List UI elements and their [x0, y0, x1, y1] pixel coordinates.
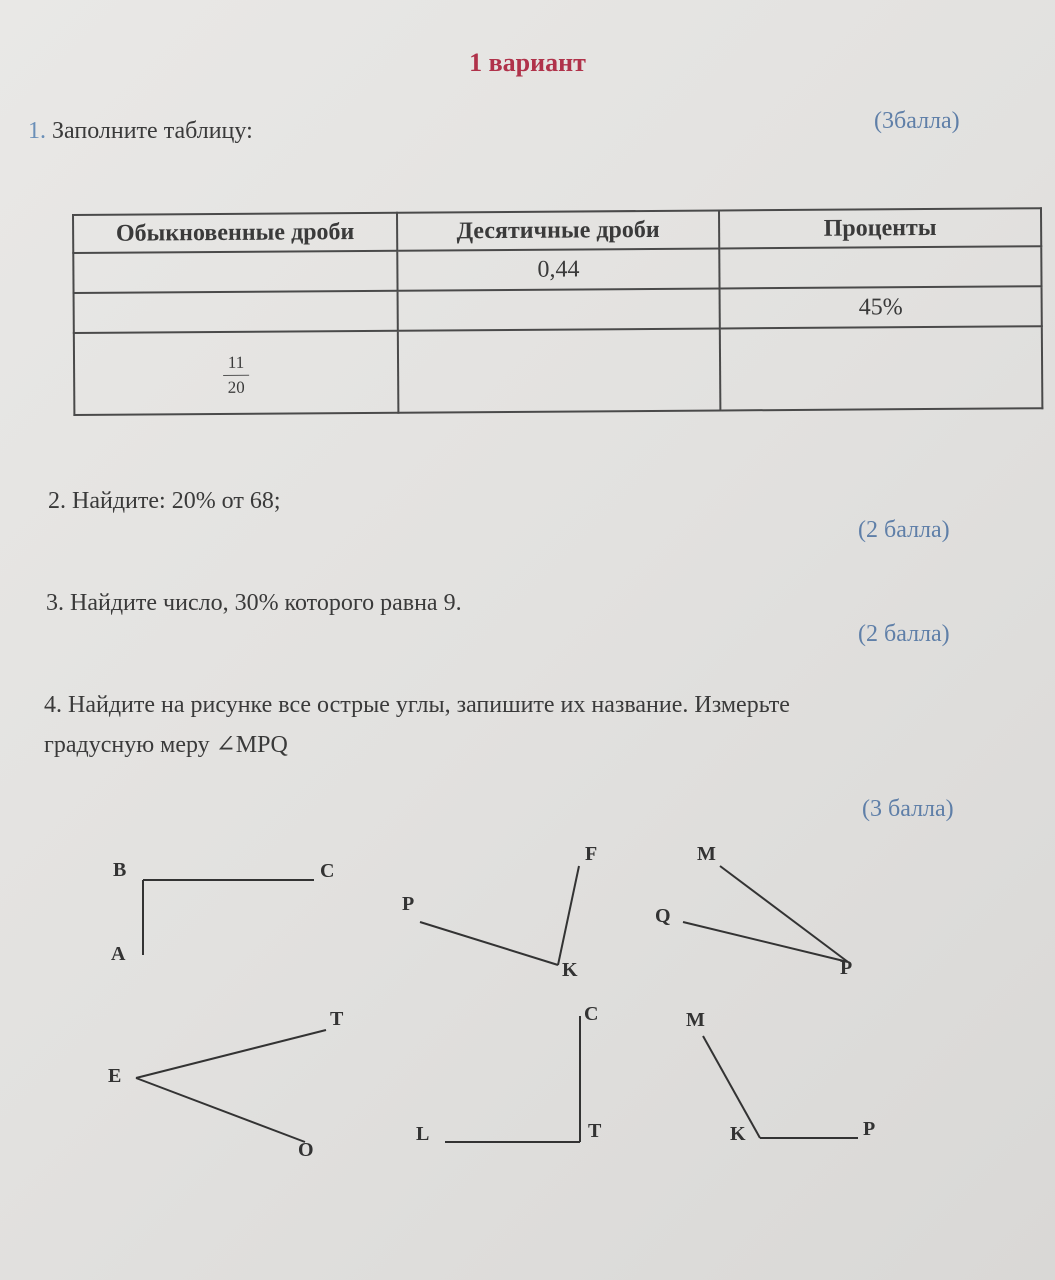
question-1-text: Заполните таблицу: [52, 118, 253, 144]
point-label: T [588, 1120, 602, 1142]
header-percents: Проценты [719, 208, 1041, 248]
angle-mkp [686, 1009, 875, 1145]
question-2-text: 2. Найдите: 20% от 68; [48, 488, 281, 514]
header-common-fractions: Обыкновенные дроби [73, 213, 397, 253]
point-label: M [686, 1009, 705, 1031]
question-1-points: (3балла) [874, 108, 960, 134]
point-label: P [863, 1118, 876, 1140]
angle-mpq [655, 843, 852, 979]
header-decimal-fractions: Десятичные дроби [397, 210, 719, 250]
point-label: Q [655, 905, 671, 927]
ray-kp [420, 922, 558, 965]
question-3-text: 3. Найдите число, 30% которого равна 9. [46, 590, 462, 616]
angle-abc [111, 859, 334, 965]
ray-et [136, 1030, 326, 1078]
table-cell: 45% [720, 286, 1042, 328]
angle-ltc [416, 1003, 602, 1145]
question-2-points: (2 балла) [858, 517, 950, 543]
point-label: K [562, 959, 578, 981]
point-label: K [730, 1123, 746, 1145]
angle-teo [108, 1008, 344, 1161]
point-label: E [108, 1065, 122, 1087]
ray-eo [136, 1078, 305, 1142]
point-label: O [298, 1139, 314, 1161]
point-label: C [584, 1003, 599, 1025]
question-1-number: 1. [28, 118, 46, 144]
ray-pq [683, 922, 848, 962]
ray-kf [558, 866, 579, 965]
point-label: A [111, 943, 126, 965]
question-3-points: (2 балла) [858, 621, 950, 647]
point-label: P [402, 893, 415, 915]
point-label: T [330, 1008, 344, 1030]
variant-title: 1 вариант [469, 48, 586, 77]
point-label: C [320, 860, 335, 882]
point-label: L [416, 1123, 430, 1145]
point-label: P [840, 957, 853, 979]
fraction-denominator: 20 [227, 377, 245, 397]
angle-pkf [402, 843, 597, 981]
ray-pm [720, 866, 848, 962]
table-cell: 0,44 [397, 248, 719, 290]
question-4-line-1: 4. Найдите на рисунке все острые углы, запишите их название. Измерьте [44, 692, 790, 718]
point-label: F [585, 843, 598, 865]
point-label: B [113, 859, 127, 881]
question-4-line-2: градусную меру ∠MPQ [44, 732, 288, 758]
question-4-points: (3 балла) [862, 796, 954, 822]
point-label: M [697, 843, 716, 865]
fraction-numerator: 11 [227, 352, 245, 372]
